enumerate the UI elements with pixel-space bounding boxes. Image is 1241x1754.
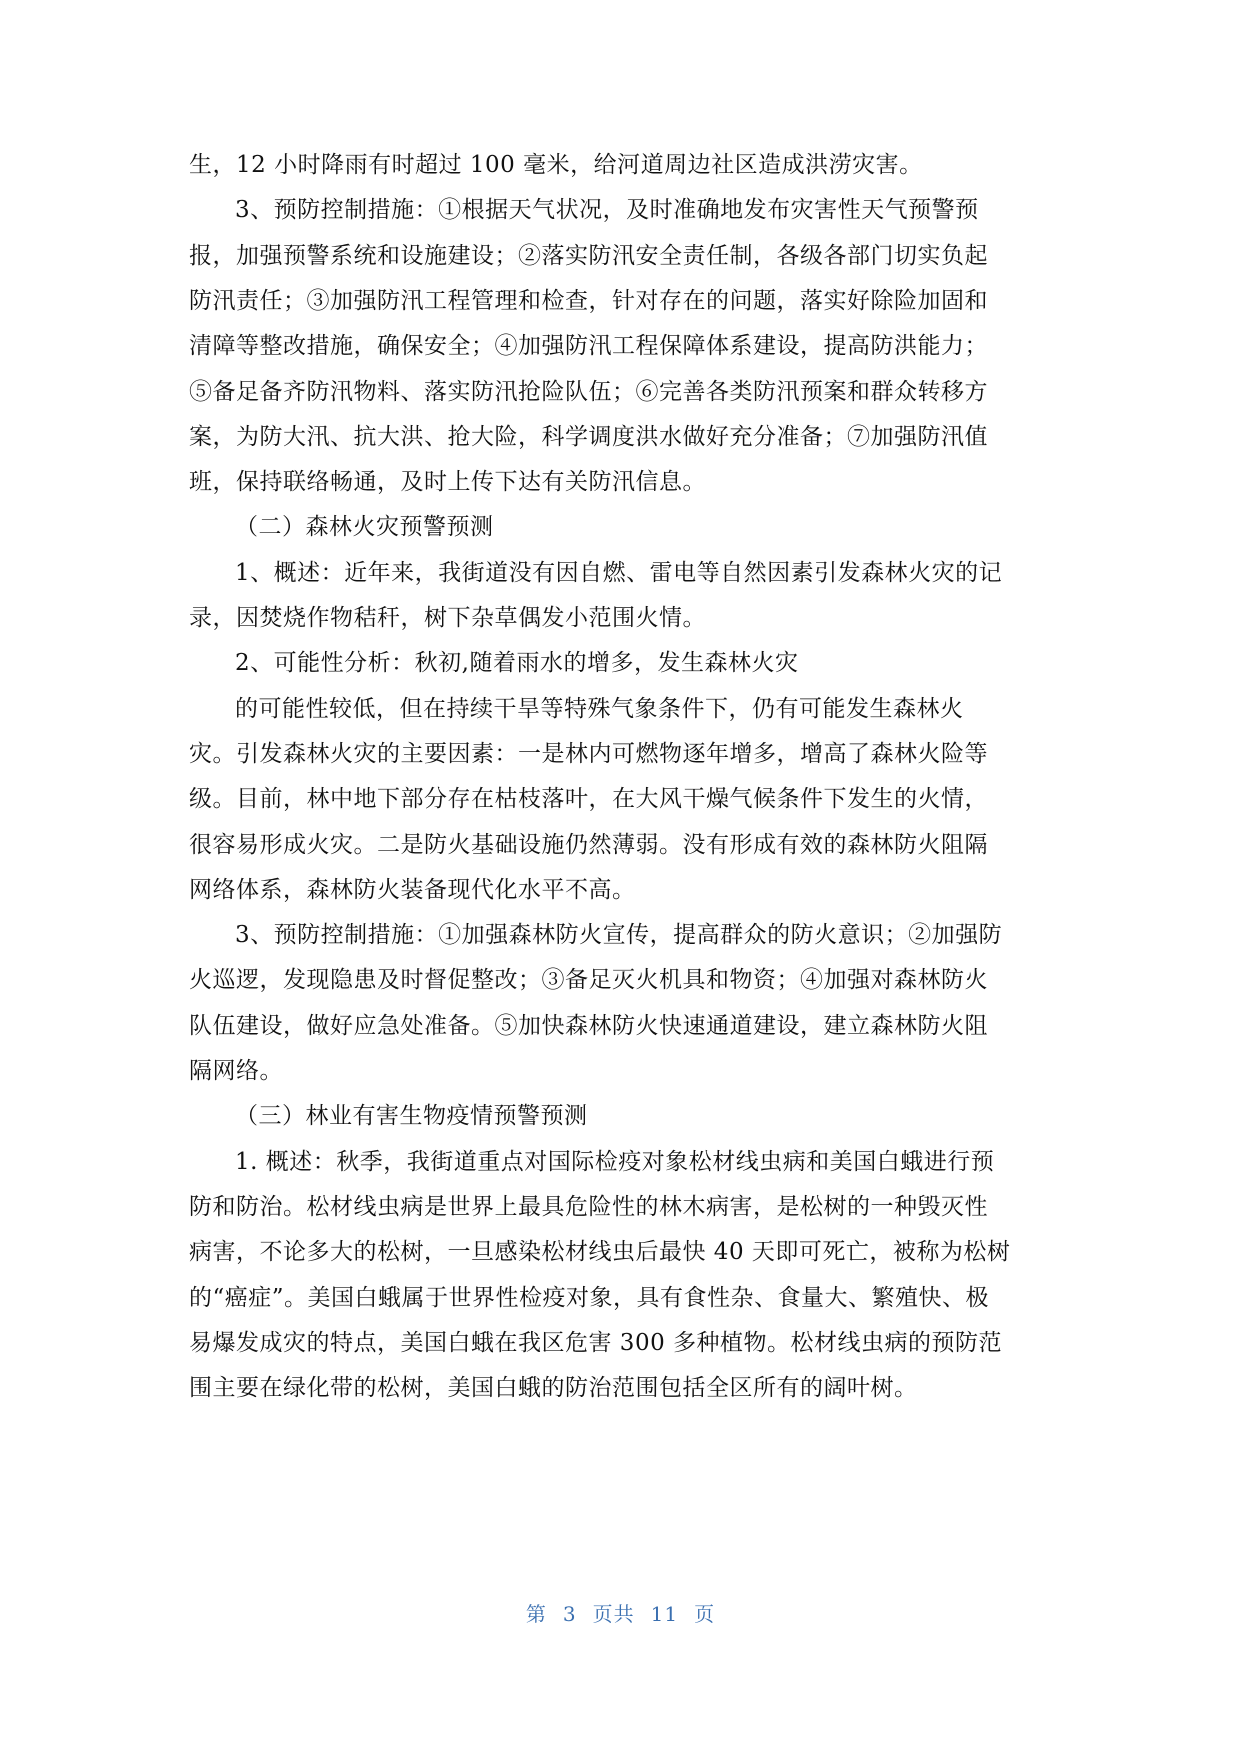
- text-line: 防汛责任；③加强防汛工程管理和检查，针对存在的问题，落实好除险加固和: [189, 287, 988, 314]
- text-line: 的可能性较低，但在持续干旱等特殊气象条件下，仍有可能发生森林火: [235, 695, 964, 722]
- text-line: 灾。引发森林火灾的主要因素：一是林内可燃物逐年增多，增高了森林火险等: [189, 740, 988, 767]
- text-line: 清障等整改措施，确保安全；④加强防汛工程保障体系建设，提高防洪能力；: [189, 333, 988, 360]
- text-line: 3、预防控制措施：①根据天气状况，及时准确地发布灾害性天气预警预: [235, 197, 979, 224]
- text-line: 案，为防大汛、抗大洪、抢大险，科学调度洪水做好充分准备；⑦加强防汛值: [189, 423, 988, 450]
- footer-total-pages: 11: [650, 1602, 679, 1626]
- text-line: 火巡逻，发现隐患及时督促整改；③备足灭火机具和物资；④加强对森林防火: [189, 967, 988, 994]
- text-line: 班，保持联络畅通，及时上传下达有关防汛信息。: [189, 469, 706, 496]
- text-line: 隔网络。: [189, 1058, 283, 1084]
- text-line: 1. 概述：秋季，我街道重点对国际检疫对象松材线虫病和美国白蛾进行预: [235, 1148, 995, 1175]
- text-line: 队伍建设，做好应急处准备。⑤加快森林防火快速通道建设，建立森林防火阻: [189, 1012, 988, 1039]
- footer-label-di: 第: [525, 1602, 547, 1626]
- text-line: ⑤备足备齐防汛物料、落实防汛抢险队伍；⑥完善各类防汛预案和群众转移方: [189, 378, 988, 405]
- text-line: 3、预防控制措施：①加强森林防火宣传，提高群众的防火意识；②加强防: [235, 922, 1003, 949]
- text-line: 很容易形成火灾。二是防火基础设施仍然薄弱。没有形成有效的森林防火阻隔: [189, 831, 988, 858]
- footer-label-ye-gong: 页共: [592, 1602, 635, 1626]
- text-line: （三）林业有害生物疫情预警预测: [235, 1103, 588, 1130]
- footer-current-page: 3: [562, 1602, 577, 1626]
- text-line: 2、可能性分析：秋初,随着雨水的增多，发生森林火灾: [235, 650, 799, 677]
- text-line: 易爆发成灾的特点，美国白蛾在我区危害 300 多种植物。松材线虫病的预防范: [189, 1329, 1003, 1356]
- text-line: 1、概述：近年来，我街道没有因自燃、雷电等自然因素引发森林火灾的记: [235, 559, 1003, 586]
- text-line: 报，加强预警系统和设施建设；②落实防汛安全责任制，各级各部门切实负起: [189, 242, 988, 269]
- text-line: 级。目前，林中地下部分存在枯枝落叶，在大风干燥气候条件下发生的火情，: [189, 786, 988, 813]
- text-line: 网络体系，森林防火装备现代化水平不高。: [189, 876, 636, 903]
- text-line: （二）森林火灾预警预测: [235, 514, 494, 541]
- text-line: 的“癌症”。美国白蛾属于世界性检疫对象，具有食性杂、食量大、繁殖快、极: [189, 1284, 990, 1311]
- text-line: 生，12 小时降雨有时超过 100 毫米，给河道周边社区造成洪涝灾害。: [189, 152, 923, 178]
- page-footer: [0, 1598, 1241, 1627]
- footer-label-ye: 页: [694, 1602, 716, 1626]
- text-line: 录，因焚烧作物秸秆，树下杂草偶发小范围火情。: [189, 605, 706, 631]
- text-line: 病害，不论多大的松树，一旦感染松材线虫后最快 40 天即可死亡，被称为松树: [189, 1239, 1011, 1266]
- text-line: 围主要在绿化带的松树，美国白蛾的防治范围包括全区所有的阔叶树。: [189, 1375, 918, 1402]
- text-line: 防和防治。松材线虫病是世界上最具危险性的林木病害，是松树的一种毁灭性: [189, 1193, 988, 1220]
